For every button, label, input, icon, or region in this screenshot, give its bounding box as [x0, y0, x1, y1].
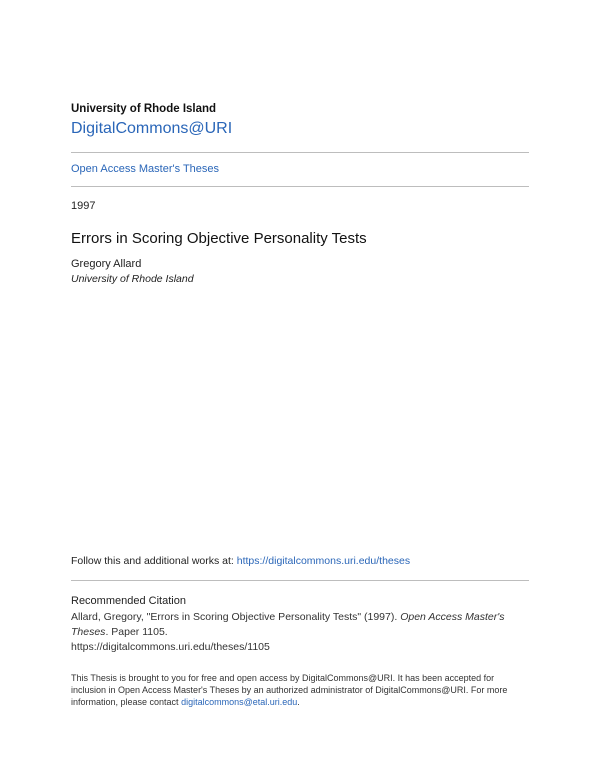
citation-heading: Recommended Citation: [71, 595, 186, 607]
citation-paper: . Paper 1105.: [105, 626, 168, 638]
divider: [71, 152, 529, 153]
document-title: Errors in Scoring Objective Personality Tests: [71, 230, 367, 247]
statement-text: This Thesis is brought to you for free and open access by DigitalCommons@URI. It has been accepted for inclusion in Open Access Master's Theses by an authorized administrator of DigitalCommons@URI. For more information, please contact: [71, 673, 508, 707]
publication-year: 1997: [71, 200, 96, 212]
repository-link[interactable]: DigitalCommons@URI: [71, 120, 233, 137]
institution-name: University of Rhode Island: [71, 103, 217, 115]
citation-url[interactable]: https://digitalcommons.uri.edu/theses/1105: [71, 641, 270, 653]
author-affiliation: University of Rhode Island: [71, 273, 194, 285]
follow-link[interactable]: https://digitalcommons.uri.edu/theses: [236, 555, 411, 567]
divider: [71, 580, 529, 581]
collection-link[interactable]: Open Access Master's Theses: [71, 163, 220, 175]
author-name: Gregory Allard: [71, 258, 142, 270]
citation-text: Allard, Gregory, "Errors in Scoring Objective Personality Tests" (1997).: [71, 611, 401, 623]
divider: [71, 186, 529, 187]
citation-series: Open Access Master's Theses: [71, 611, 505, 638]
access-statement: [71, 672, 529, 708]
contact-email-link[interactable]: digitalcommons@etal.uri.edu: [181, 697, 298, 707]
follow-line: [71, 555, 410, 567]
statement-end: .: [297, 697, 300, 707]
citation-body: [71, 610, 529, 655]
follow-prefix: Follow this and additional works at:: [71, 555, 237, 567]
